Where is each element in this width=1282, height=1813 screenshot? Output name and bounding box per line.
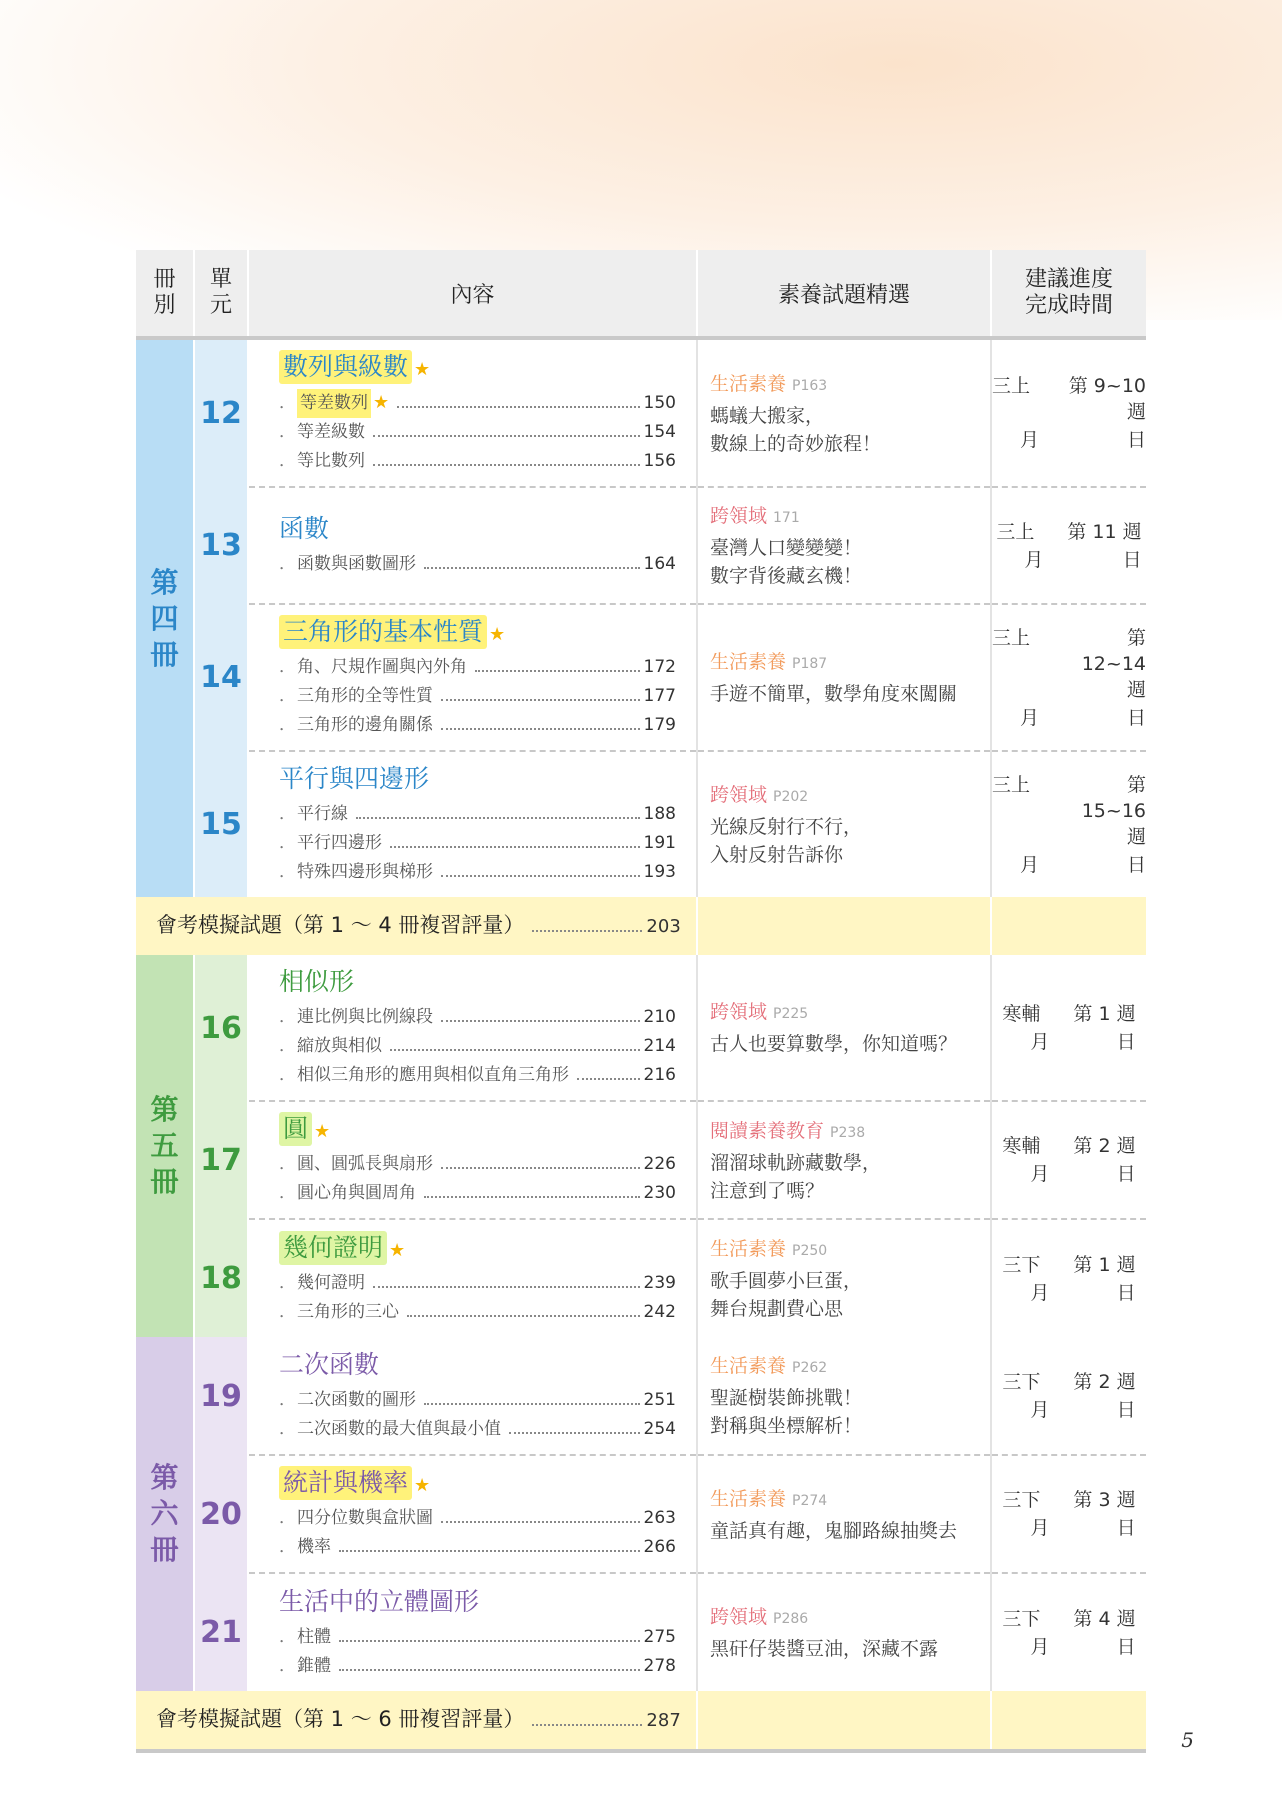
leader-dots (441, 1521, 640, 1523)
unit-row (136, 604, 1146, 751)
literacy-description (710, 402, 978, 458)
literacy-description (710, 1149, 978, 1205)
text-fragment: 對稱與坐標解析！ (710, 1415, 863, 1437)
literacy-cell[interactable] (697, 1455, 991, 1573)
month-label: 月 (1030, 1030, 1050, 1053)
review-row (136, 1691, 1146, 1751)
section-page: 164 (643, 554, 676, 574)
schedule-cell (991, 604, 1146, 751)
week: 第 1 週 (1073, 1253, 1136, 1276)
book-label-b4 (136, 338, 194, 897)
month-label: 月 (1030, 1163, 1050, 1185)
leader-dots (441, 1167, 640, 1169)
text-fragment: 第 (150, 565, 179, 599)
unit-row (136, 1101, 1146, 1219)
text-fragment: 歌手圓夢小巨蛋， (710, 1270, 863, 1292)
unit-number: 12 (194, 338, 248, 487)
review-literacy-empty (697, 1691, 991, 1751)
section-page: 239 (643, 1272, 676, 1293)
review-time-empty (991, 897, 1146, 955)
unit-row (136, 1219, 1146, 1337)
section-page: 242 (643, 1301, 676, 1322)
leader-dots (424, 567, 640, 569)
day-label: 日 (1116, 1030, 1136, 1053)
literacy-description (710, 680, 978, 708)
text-fragment: 注意到了嗎？ (710, 1179, 825, 1202)
section-title: 平行四邊形 (297, 833, 382, 853)
unit-content (248, 487, 697, 604)
unit-title[interactable]: 統計與機率 (279, 1466, 412, 1500)
month-label: 月 (1030, 1398, 1050, 1421)
section-title: 三角形的邊角關係 (297, 715, 433, 735)
section-page: 191 (643, 833, 676, 853)
review-time-empty (991, 1691, 1146, 1751)
day-label: 日 (1126, 706, 1146, 729)
unit-title[interactable]: 數列與級數 (279, 350, 412, 384)
section-page: 266 (643, 1537, 676, 1557)
schedule-cell (991, 955, 1146, 1101)
section-title: 錐體 (297, 1655, 331, 1676)
review-entry: 會考模擬試題（第 1 ～ 6 冊複習評量） 287 (136, 1691, 697, 1751)
unit-number: 15 (194, 751, 248, 897)
literacy-page-ref: P202 (773, 789, 809, 805)
unit-row (136, 1573, 1146, 1691)
text-fragment: 童話真有趣，鬼腳路線抽獎去 (710, 1519, 958, 1542)
section-page: 251 (643, 1389, 676, 1410)
literacy-page-ref: P274 (792, 1492, 828, 1509)
leader-dots (424, 1196, 640, 1198)
text-fragment: 黑矸仔裝醬豆油，深藏不露 (710, 1638, 939, 1660)
section-item[interactable]: ． 等比數列 156 (279, 447, 676, 476)
literacy-page-ref: P187 (792, 656, 828, 672)
section-item[interactable]: ． 機率 266 (279, 1533, 676, 1562)
unit-title[interactable]: 函數 (279, 514, 330, 543)
semester: 寒輔 (1002, 1135, 1041, 1157)
star-icon: ★ (414, 1475, 431, 1496)
unit-row (136, 955, 1146, 1101)
section-item[interactable]: ． 圓、圓弧長與扇形 226 (279, 1150, 676, 1179)
week: 第 12~14 週 (1081, 626, 1146, 701)
section-title: 二次函數的圖形 (297, 1389, 416, 1410)
day-label: 日 (1116, 1398, 1136, 1421)
text-fragment: 臺灣人口變變變！ (710, 537, 863, 559)
section-title: 三角形的三心 (297, 1301, 399, 1322)
day-label: 日 (1126, 429, 1146, 451)
section-title: 機率 (297, 1537, 331, 1557)
schedule-cell (991, 487, 1146, 604)
literacy-page-ref: P225 (773, 1006, 809, 1022)
text-fragment: 完成時間 (1024, 293, 1113, 318)
unit-row (136, 1337, 1146, 1455)
month-label: 月 (1020, 706, 1040, 729)
literacy-page-ref: P163 (792, 377, 828, 394)
leader-dots (509, 1432, 640, 1434)
text-fragment: 冊 (153, 267, 176, 292)
section-item[interactable]: ． 二次函數的圖形 251 (279, 1386, 676, 1415)
section-item[interactable]: ． 柱體 275 (279, 1623, 676, 1652)
unit-title[interactable]: 生活中的立體圖形 (279, 1586, 480, 1616)
star-icon: ★ (489, 624, 506, 645)
star-icon: ★ (314, 1121, 331, 1142)
section-item[interactable]: ． 函數與函數圖形 164 (279, 550, 676, 579)
review-page: 287 (646, 1710, 681, 1731)
unit-content (248, 1101, 697, 1219)
unit-content (248, 751, 697, 897)
section-item[interactable]: ． 等差數列 ★ 150 (279, 388, 676, 418)
month-label: 月 (1030, 1281, 1050, 1304)
section-page: 216 (643, 1065, 676, 1085)
literacy-type: 生活素養 (710, 1487, 787, 1510)
text-fragment: 古人也要算數學，你知道嗎？ (710, 1033, 958, 1055)
unit-title[interactable]: 相似形 (279, 967, 355, 996)
section-title: 相似三角形的應用與相似直角三角形 (297, 1065, 569, 1085)
section-item[interactable]: ． 平行四邊形 191 (279, 829, 676, 858)
review-page: 203 (646, 916, 681, 937)
leader-dots (441, 699, 640, 701)
week: 第 11 週 (1067, 520, 1142, 543)
leader-dots (390, 1049, 640, 1051)
unit-title[interactable]: 三角形的基本性質 (279, 615, 487, 649)
text-fragment: 冊 (150, 1165, 179, 1198)
section-title: 圓、圓弧長與扇形 (297, 1154, 433, 1174)
leader-dots (339, 1669, 640, 1671)
leader-dots (339, 1640, 640, 1642)
literacy-page-ref: P238 (830, 1124, 866, 1141)
unit-title[interactable]: 平行與四邊形 (279, 764, 430, 793)
literacy-page-ref: P250 (792, 1243, 828, 1259)
section-item[interactable]: ． 連比例與比例線段 210 (279, 1003, 676, 1032)
unit-title[interactable]: 圓 (279, 1112, 312, 1146)
section-page: 230 (643, 1183, 676, 1203)
day-label: 日 (1122, 548, 1142, 571)
literacy-page-ref: P286 (773, 1611, 809, 1627)
section-item[interactable]: ． 幾何證明 239 (279, 1269, 676, 1298)
literacy-description (710, 1384, 978, 1440)
unit-content (248, 338, 697, 487)
literacy-type: 生活素養 (710, 372, 787, 395)
text-fragment: 溜溜球軌跡藏數學， (710, 1151, 882, 1174)
section-page: 214 (643, 1036, 676, 1056)
text-fragment: 螞蟻大搬家， (710, 404, 825, 427)
unit-row (136, 751, 1146, 897)
schedule-cell (991, 338, 1146, 487)
section-item[interactable]: ． 二次函數的最大值與最小值 254 (279, 1415, 676, 1444)
star-icon: ★ (389, 1239, 406, 1261)
week: 第 1 週 (1073, 1002, 1136, 1025)
unit-number: 18 (194, 1219, 248, 1337)
leader-dots (390, 846, 640, 848)
unit-row (136, 338, 1146, 487)
literacy-page-ref: P262 (792, 1360, 828, 1376)
leader-dots (577, 1078, 640, 1080)
section-title: 特殊四邊形與梯形 (297, 862, 433, 882)
literacy-description (710, 1635, 978, 1663)
literacy-cell[interactable] (697, 338, 991, 487)
semester: 三上 (992, 626, 1031, 649)
section-item[interactable]: ． 三角形的邊角關係 179 (279, 711, 676, 740)
month-label: 月 (1030, 1635, 1050, 1658)
unit-number: 21 (194, 1573, 248, 1691)
section-item[interactable]: ． 四分位數與盒狀圖 263 (279, 1504, 676, 1533)
section-item[interactable]: ． 三角形的三心 242 (279, 1298, 676, 1327)
semester: 三下 (1002, 1489, 1041, 1511)
text-fragment: 五 (150, 1129, 179, 1162)
section-title: 縮放與相似 (297, 1036, 382, 1056)
section-title: 等差數列 (297, 389, 371, 418)
semester: 寒輔 (1002, 1002, 1041, 1025)
unit-row (136, 487, 1146, 604)
week: 第 2 週 (1073, 1135, 1136, 1157)
week: 第 3 週 (1073, 1489, 1136, 1511)
literacy-description (710, 813, 978, 869)
schedule-cell (991, 751, 1146, 897)
literacy-cell[interactable] (697, 1219, 991, 1337)
section-item[interactable]: ． 圓心角與圓周角 230 (279, 1179, 676, 1208)
unit-content (248, 1455, 697, 1573)
section-page: 154 (643, 422, 676, 442)
text-fragment: 四 (150, 601, 179, 635)
text-fragment: 冊 (150, 1533, 179, 1566)
section-item[interactable]: ． 角、尺規作圖與內外角 172 (279, 653, 676, 682)
section-item[interactable]: ． 縮放與相似 214 (279, 1032, 676, 1061)
book-label-b5 (136, 955, 194, 1337)
month-label: 月 (1020, 429, 1040, 451)
leader-dots (441, 1020, 640, 1022)
review-literacy-empty (697, 897, 991, 955)
section-item[interactable]: ． 平行線 188 (279, 800, 676, 829)
literacy-type: 生活素養 (710, 651, 787, 673)
literacy-page-ref: 171 (773, 510, 800, 526)
literacy-description (710, 534, 978, 590)
leader-dots (441, 875, 640, 877)
unit-content (248, 1337, 697, 1455)
literacy-description (710, 1030, 978, 1058)
schedule-cell (991, 1219, 1146, 1337)
day-label: 日 (1126, 853, 1146, 876)
unit-row (136, 1455, 1146, 1573)
day-label: 日 (1116, 1281, 1136, 1304)
text-fragment: 光線反射行不行， (710, 816, 863, 838)
section-item[interactable]: ． 特殊四邊形與梯形 193 (279, 858, 676, 887)
leader-dots (475, 670, 640, 672)
section-title: 連比例與比例線段 (297, 1007, 433, 1027)
section-page: 188 (643, 804, 676, 824)
text-fragment: 數字背後藏玄機！ (710, 565, 863, 587)
section-title: 四分位數與盒狀圖 (297, 1508, 433, 1528)
header-literacy: 素養試題精選 (697, 250, 991, 338)
section-page: 150 (643, 393, 676, 413)
leader-dots (373, 435, 640, 437)
literacy-cell[interactable] (697, 751, 991, 897)
star-icon: ★ (373, 392, 390, 413)
table-of-contents (136, 250, 1146, 1753)
section-title: 函數與函數圖形 (297, 554, 416, 574)
text-fragment: 元 (209, 293, 232, 318)
leader-dots (441, 728, 640, 730)
star-icon: ★ (414, 359, 431, 380)
section-title: 平行線 (297, 804, 348, 824)
schedule-cell (991, 1455, 1146, 1573)
literacy-cell[interactable] (697, 1573, 991, 1691)
schedule-cell (991, 1337, 1146, 1455)
unit-content (248, 1219, 697, 1337)
literacy-type: 跨領域 (710, 784, 768, 806)
literacy-type: 跨領域 (710, 1606, 768, 1628)
semester: 三下 (1002, 1253, 1041, 1276)
text-fragment: 建議進度 (1024, 267, 1113, 292)
section-page: 179 (643, 715, 676, 735)
text-fragment: 單 (209, 267, 232, 292)
section-page: 254 (643, 1418, 676, 1439)
unit-number: 13 (194, 487, 248, 604)
text-fragment: 第 (150, 1093, 179, 1126)
leader-dots (373, 464, 640, 466)
unit-number: 17 (194, 1101, 248, 1219)
literacy-type: 生活素養 (710, 1238, 787, 1260)
section-title: 二次函數的最大值與最小值 (297, 1418, 501, 1439)
schedule-cell (991, 1101, 1146, 1219)
literacy-cell[interactable] (697, 1337, 991, 1455)
section-page: 156 (643, 451, 676, 471)
week: 第 15~16 週 (1081, 773, 1146, 848)
section-page: 193 (643, 862, 676, 882)
semester: 三下 (1002, 1607, 1041, 1630)
literacy-type: 跨領域 (710, 1001, 768, 1023)
section-item[interactable]: ． 三角形的全等性質 177 (279, 682, 676, 711)
literacy-cell[interactable] (697, 487, 991, 604)
section-title: 三角形的全等性質 (297, 686, 433, 706)
header-book (136, 250, 194, 338)
text-fragment: 數線上的奇妙旅程！ (710, 432, 882, 455)
text-fragment: 第 (150, 1461, 179, 1494)
header-unit (194, 250, 248, 338)
literacy-cell[interactable] (697, 955, 991, 1101)
section-item[interactable]: ． 等差級數 154 (279, 418, 676, 447)
section-title: 等比數列 (297, 451, 365, 471)
text-fragment: 舞台規劃費心思 (710, 1298, 844, 1320)
section-page: 263 (643, 1508, 676, 1528)
day-label: 日 (1116, 1517, 1136, 1539)
leader-dots (397, 406, 639, 408)
review-row (136, 897, 1146, 955)
section-title: 角、尺規作圖與內外角 (297, 657, 467, 677)
month-label: 月 (1020, 853, 1040, 876)
section-title: 柱體 (297, 1626, 331, 1647)
month-label: 月 (1024, 548, 1044, 571)
semester: 三上 (996, 520, 1035, 543)
unit-number: 19 (194, 1337, 248, 1455)
text-fragment: 手遊不簡單，數學角度來闖關 (710, 683, 958, 705)
section-page: 226 (643, 1154, 676, 1174)
week: 第 4 週 (1073, 1607, 1136, 1630)
header-content: 內容 (248, 250, 697, 338)
literacy-cell[interactable] (697, 1101, 991, 1219)
text-fragment: 聖誕樹裝飾挑戰！ (710, 1387, 863, 1409)
literacy-cell[interactable] (697, 604, 991, 751)
unit-content (248, 1573, 697, 1691)
unit-number: 14 (194, 604, 248, 751)
text-fragment: 六 (150, 1497, 179, 1530)
unit-number: 16 (194, 955, 248, 1101)
leader-dots (373, 1286, 640, 1288)
unit-title[interactable]: 幾何證明 (279, 1231, 387, 1265)
section-page: 177 (643, 686, 676, 706)
section-item[interactable]: ． 錐體 278 (279, 1652, 676, 1681)
unit-number: 20 (194, 1455, 248, 1573)
section-title: 等差級數 (297, 422, 365, 442)
week: 第 2 週 (1073, 1370, 1136, 1393)
leader-dots (424, 1403, 640, 1405)
literacy-type: 跨領域 (710, 505, 768, 527)
leader-dots (356, 817, 640, 819)
unit-content (248, 604, 697, 751)
page-number: 5 (1181, 1728, 1194, 1752)
literacy-description (710, 1267, 978, 1323)
section-page: 275 (643, 1626, 676, 1647)
text-fragment: 冊 (150, 637, 179, 671)
leader-dots (407, 1315, 640, 1317)
unit-title[interactable]: 二次函數 (279, 1349, 380, 1379)
section-page: 278 (643, 1655, 676, 1676)
section-page: 172 (643, 657, 676, 677)
section-page: 210 (643, 1007, 676, 1027)
section-title: 幾何證明 (297, 1272, 365, 1293)
day-label: 日 (1116, 1163, 1136, 1185)
book-label-b6 (136, 1337, 194, 1691)
leader-dots (339, 1550, 640, 1552)
text-fragment: 入射反射告訴你 (710, 844, 844, 866)
literacy-description (710, 1517, 978, 1545)
unit-content (248, 955, 697, 1101)
day-label: 日 (1116, 1635, 1136, 1658)
semester: 三下 (1002, 1370, 1041, 1393)
literacy-type: 閱讀素養教育 (710, 1119, 825, 1142)
header-row (136, 250, 1146, 338)
header-schedule (991, 250, 1146, 338)
section-title: 圓心角與圓周角 (297, 1183, 416, 1203)
literacy-type: 生活素養 (710, 1355, 787, 1377)
review-entry: 會考模擬試題（第 1 ～ 4 冊複習評量） 203 (136, 897, 697, 955)
semester: 三上 (992, 375, 1031, 397)
week: 第 9~10 週 (1068, 375, 1146, 423)
schedule-cell (991, 1573, 1146, 1691)
section-item[interactable]: ． 相似三角形的應用與相似直角三角形 216 (279, 1061, 676, 1090)
month-label: 月 (1030, 1517, 1050, 1539)
semester: 三上 (992, 773, 1031, 796)
text-fragment: 別 (153, 293, 176, 318)
